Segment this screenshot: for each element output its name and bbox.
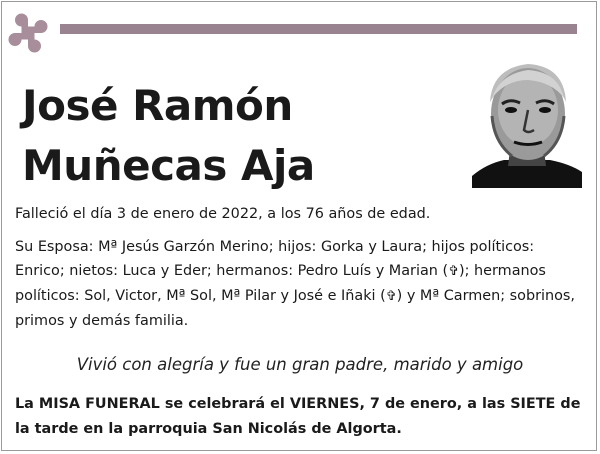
family-text-1: Su Esposa: Mª Jesús Garzón Merino; hijos: Gorka y Laura; hijos políticos: Enrico; nietos: Luca y Eder; hermanos: Pedro Luís y Marian ( bbox=[15, 239, 535, 279]
deceased-name-last: Muñecas Aja bbox=[22, 141, 315, 190]
lauburu-icon bbox=[4, 9, 52, 57]
family-text-3: ) y Mª Carmen; sobrinos, primos y demás familia. bbox=[15, 288, 576, 329]
cross-icon: ✞ bbox=[448, 264, 459, 279]
family-text-2: ); hermanos políticos: Sol, Victor, Mª Sol, Mª Pilar y José e Iñaki ( bbox=[15, 263, 546, 304]
cross-icon: ✞ bbox=[385, 289, 397, 304]
death-notice: Falleció el día 3 de enero de 2022, a los 76 años de edad. bbox=[15, 206, 431, 222]
header-rule bbox=[60, 24, 577, 34]
family-list bbox=[15, 235, 583, 333]
funeral-mass-notice: La MISA FUNERAL se celebrará el VIERNES, 7 de enero, a las SIETE de la tarde en la parroquia San Nicolás de Algorta. bbox=[15, 396, 581, 437]
deceased-name-first: José Ramón bbox=[22, 81, 293, 130]
epitaph-motto: Vivió con alegría y fue un gran padre, marido y amigo bbox=[76, 355, 524, 374]
portrait-photo bbox=[472, 58, 582, 188]
